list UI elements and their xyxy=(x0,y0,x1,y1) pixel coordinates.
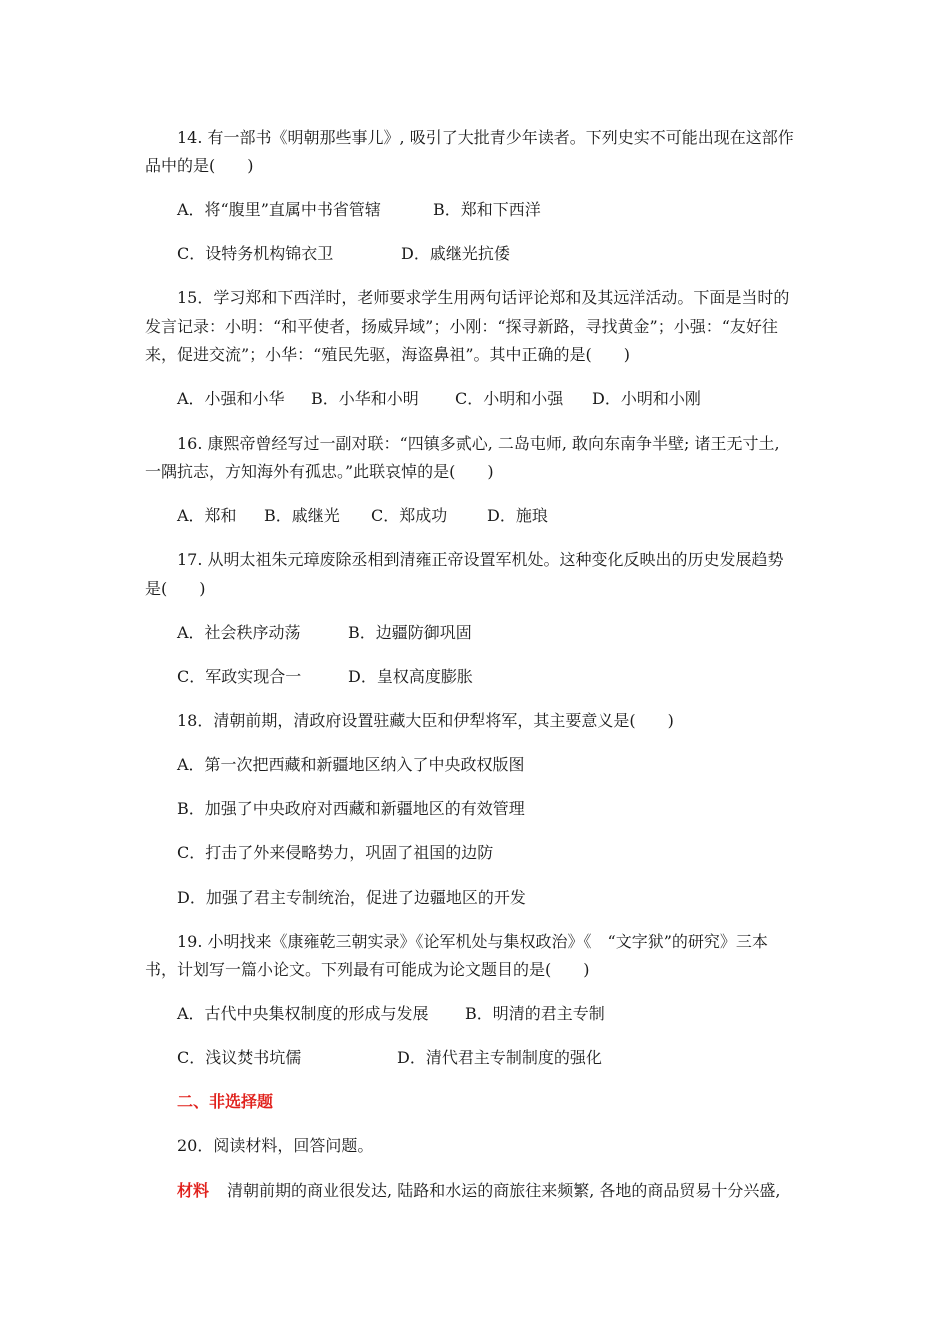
q19-stem-line-2: 书，计划写一篇小论文。下列最有可能成为论文题目的是( ) xyxy=(145,960,590,979)
q17-stem-line-1: 17. 从明太祖朱元璋废除丞相到清雍正帝设置军机处。这种变化反映出的历史发展趋势 xyxy=(177,550,784,569)
q14-stem-line-1: 14. 有一部书《明朝那些事儿》, 吸引了大批青少年读者。下列史实不可能出现在这部作 xyxy=(177,128,794,147)
q15-option-a: A．小强和小华 xyxy=(177,389,285,408)
q14-option-a: A．将“腹里”直属中书省管辖 xyxy=(177,200,381,219)
q17-option-b: B．边疆防御巩固 xyxy=(348,623,472,642)
q17-options-row-1 xyxy=(177,622,472,644)
q16-option-c: C．郑成功 xyxy=(371,506,448,525)
q20-material-line xyxy=(177,1180,780,1202)
q19-option-d: D．清代君主专制制度的强化 xyxy=(397,1048,602,1067)
q14-options-row-1 xyxy=(177,199,541,221)
q17-option-a: A．社会秩序动荡 xyxy=(177,623,301,642)
q14-options-row-2 xyxy=(177,243,510,265)
q14-option-b: B．郑和下西洋 xyxy=(433,200,541,219)
q16-options-row xyxy=(177,505,548,527)
q17-option-d: D．皇权高度膨胀 xyxy=(348,667,473,686)
q19-option-a: A．古代中央集权制度的形成与发展 xyxy=(177,1004,429,1023)
q19-option-c: C．浅议焚书坑儒 xyxy=(177,1048,302,1067)
q18-option-c: C．打击了外来侵略势力，巩固了祖国的边防 xyxy=(177,843,494,862)
q14-option-d: D．戚继光抗倭 xyxy=(401,244,510,263)
q16-option-d: D．施琅 xyxy=(487,506,548,525)
material-text: 清朝前期的商业很发达, 陆路和水运的商旅往来频繁, 各地的商品贸易十分兴盛, xyxy=(227,1181,781,1200)
q15-option-c: C．小明和小强 xyxy=(455,389,564,408)
q15-option-d: D．小明和小刚 xyxy=(592,389,701,408)
q19-stem-line-1: 19. 小明找来《康雍乾三朝实录》《论军机处与集权政治》《 “文字狱”的研究》三本 xyxy=(177,932,768,951)
q15-stem-line-3: 来，促进交流”；小华：“殖民先驱，海盗鼻祖”。其中正确的是( ) xyxy=(145,345,631,364)
q14-option-c: C．设特务机构锦衣卫 xyxy=(177,244,334,263)
q20-stem: 20．阅读材料，回答问题。 xyxy=(177,1136,374,1155)
q17-stem-line-2: 是( ) xyxy=(145,579,206,598)
q19-options-row-2 xyxy=(177,1047,602,1069)
q19-option-b: B．明清的君主专制 xyxy=(465,1004,605,1023)
q15-options-row xyxy=(177,388,701,410)
q17-options-row-2 xyxy=(177,666,473,688)
q15-option-b: B．小华和小明 xyxy=(311,389,419,408)
q18-option-a: A．第一次把西藏和新疆地区纳入了中央政权版图 xyxy=(177,755,525,774)
material-label: 材料 xyxy=(177,1181,210,1200)
q17-option-c: C．军政实现合一 xyxy=(177,667,302,686)
q16-option-a: A．郑和 xyxy=(177,506,237,525)
section-title: 二、非选择题 xyxy=(177,1092,274,1111)
q19-options-row-1 xyxy=(177,1003,605,1025)
q15-stem-line-1: 15．学习郑和下西洋时，老师要求学生用两句话评论郑和及其远洋活动。下面是当时的 xyxy=(177,288,790,307)
q16-stem-line-1: 16. 康熙帝曾经写过一副对联：“四镇多贰心, 二岛屯师, 敢向东南争半壁; 诸王无寸土, xyxy=(177,434,780,453)
q18-stem: 18．清朝前期，清政府设置驻藏大臣和伊犁将军，其主要意义是( ) xyxy=(177,711,674,730)
q16-stem-line-2: 一隅抗志，方知海外有孤忠。”此联哀悼的是( ) xyxy=(145,462,494,481)
q18-option-b: B．加强了中央政府对西藏和新疆地区的有效管理 xyxy=(177,799,525,818)
q16-option-b: B．戚继光 xyxy=(264,506,340,525)
q14-stem-line-2: 品中的是( ) xyxy=(145,156,254,175)
q15-stem-line-2: 发言记录：小明：“和平使者，扬威异域”；小刚：“探寻新路，寻找黄金”；小强：“友好往 xyxy=(145,317,778,336)
q18-option-d: D．加强了君主专制统治，促进了边疆地区的开发 xyxy=(177,888,526,907)
